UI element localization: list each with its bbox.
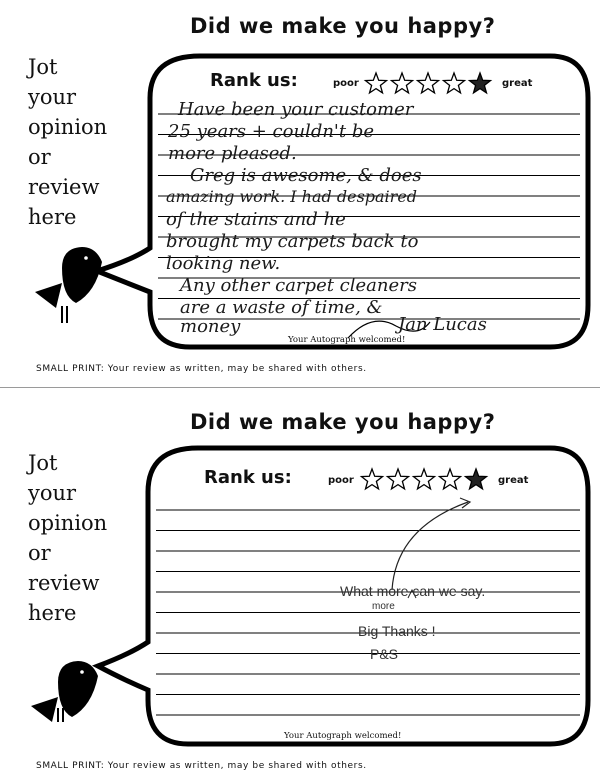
handwritten-line: are a waste of time, & bbox=[180, 297, 383, 318]
side-prompt-line: or bbox=[28, 541, 51, 565]
side-prompt-line: or bbox=[28, 145, 51, 169]
handwritten-line: P&S bbox=[370, 646, 399, 662]
handwritten-line: Have been your customer bbox=[178, 99, 414, 120]
side-prompt-line: your bbox=[28, 85, 77, 109]
side-prompt-line: Jot bbox=[28, 55, 58, 79]
bird-icon bbox=[31, 661, 98, 722]
autograph-label: Your Autograph welcomed! bbox=[284, 731, 402, 741]
side-prompt bbox=[28, 52, 138, 232]
side-prompt-line: opinion bbox=[28, 511, 108, 535]
handwritten-line: Greg is awesome, & does bbox=[190, 165, 422, 186]
small-print: SMALL PRINT: Your review as written, may be shared with others. bbox=[36, 364, 367, 374]
handwritten-line: money bbox=[180, 316, 241, 337]
rank-label: Rank us: bbox=[204, 467, 292, 488]
handwritten-line: What more can we say. bbox=[340, 583, 486, 599]
rank-label: Rank us: bbox=[210, 70, 298, 91]
card-title: Did we make you happy? bbox=[190, 410, 496, 434]
side-prompt-line: review bbox=[28, 571, 100, 595]
handwritten-line: Big Thanks ! bbox=[358, 623, 436, 639]
rating-great-label: great bbox=[498, 475, 529, 486]
rating-poor-label: poor bbox=[328, 475, 354, 486]
handwritten-line: more bbox=[372, 601, 395, 612]
review-card-top bbox=[0, 0, 600, 387]
side-prompt-line: your bbox=[28, 481, 77, 505]
autograph-label: Your Autograph welcomed! bbox=[288, 335, 406, 345]
handwritten-line: of the stains and he bbox=[166, 209, 346, 230]
rating-great-label: great bbox=[502, 78, 533, 89]
side-prompt-line: here bbox=[28, 205, 77, 229]
handwritten-line: brought my carpets back to bbox=[166, 231, 419, 252]
side-prompt-line: review bbox=[28, 175, 100, 199]
handwritten-line: more pleased. bbox=[168, 143, 297, 164]
handwritten-line: looking new. bbox=[166, 253, 281, 274]
handwritten-signature: Jan Lucas bbox=[398, 314, 487, 335]
side-prompt-line: opinion bbox=[28, 115, 108, 139]
side-prompt-line: here bbox=[28, 601, 77, 625]
rating-poor-label: poor bbox=[333, 78, 359, 89]
card-title: Did we make you happy? bbox=[190, 14, 496, 38]
handwritten-line: Any other carpet cleaners bbox=[180, 275, 417, 296]
review-card-bottom bbox=[0, 390, 600, 775]
side-prompt-line: Jot bbox=[28, 451, 58, 475]
card-divider bbox=[0, 387, 600, 388]
bird-icon bbox=[35, 247, 102, 323]
handwritten-line: amazing work. I had despaired bbox=[166, 187, 418, 206]
side-prompt bbox=[28, 448, 138, 628]
small-print: SMALL PRINT: Your review as written, may be shared with others. bbox=[36, 761, 367, 771]
handwritten-line: 25 years + couldn't be bbox=[168, 121, 375, 142]
